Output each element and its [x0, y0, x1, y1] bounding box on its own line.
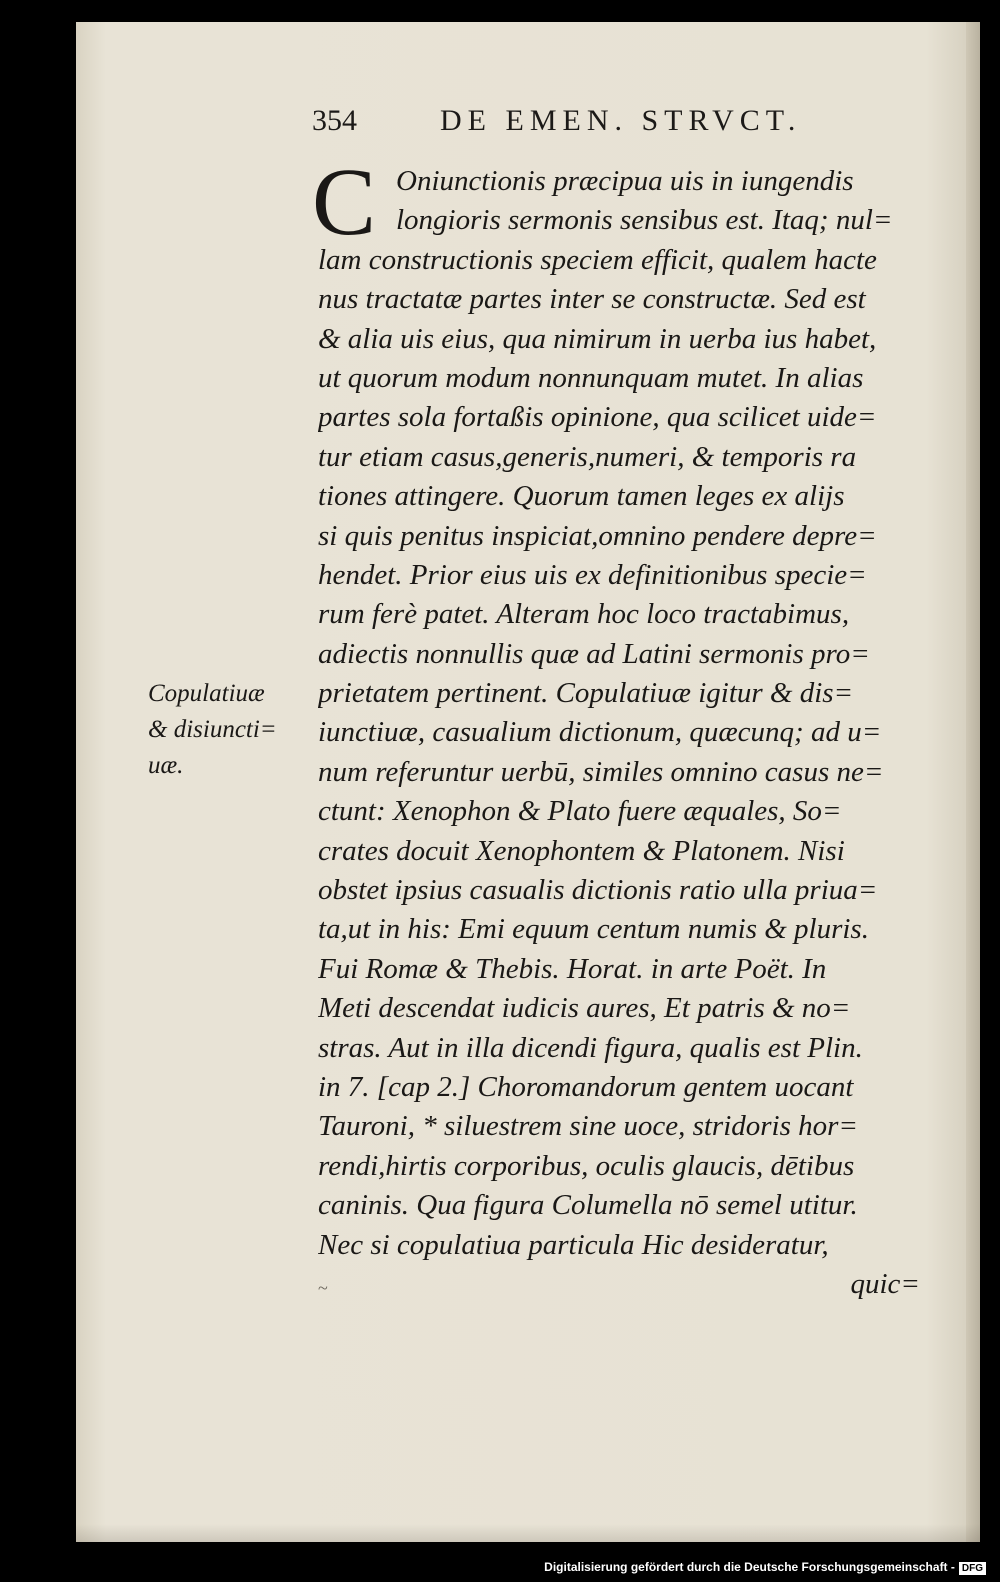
text-line: ut quorum modum nonnunquam mutet. In alias	[318, 361, 864, 394]
text-line: Meti descendat iudicis aures, Et patris & no=	[318, 992, 851, 1025]
margin-note-line: Copulatiuæ	[148, 680, 265, 707]
margin-note-line: & disiuncti=	[148, 716, 277, 743]
text-line: hendet. Prior eius uis ex definitionibus specie=	[318, 558, 867, 591]
text-line: Nec si copulatiua particula Hic desideratur,	[318, 1228, 829, 1261]
footer-text: Digitalisierung gefördert durch die Deutsche Forschungsgemeinschaft -	[544, 1560, 955, 1574]
text-line: num referuntur uerbū, similes omnino casus ne=	[318, 755, 884, 788]
text-line: nus tractatæ partes inter se constructæ. Sed est	[318, 283, 866, 316]
text-line: prietatem pertinent. Copulatiuæ igitur & dis=	[318, 677, 854, 710]
text-line: iunctiuæ, casualium dictionum, quæcunq; ad u=	[318, 716, 882, 749]
text-line: rendi,hirtis corporibus, oculis glaucis, dētibus	[318, 1149, 855, 1182]
margin-note-line: uæ.	[148, 752, 184, 779]
text-line: & alia uis eius, qua nimirum in uerba ius habet,	[318, 322, 877, 355]
page-number: 354	[312, 104, 357, 137]
running-head	[312, 104, 864, 150]
text-line: longioris sermonis sensibus est. Itaq; nul=	[396, 204, 893, 237]
text-line: Oniunctionis præcipua uis in iungendis	[396, 165, 854, 197]
dfg-logo-badge: DFG	[959, 1562, 986, 1575]
text-line: ta,ut in his: Emi equum centum numis & pluris.	[318, 913, 869, 946]
page-edge	[966, 22, 980, 1542]
text-line: Tauroni, * siluestrem sine uoce, stridoris hor=	[318, 1110, 858, 1143]
text-line: caninis. Qua figura Columella nō semel utitur.	[318, 1189, 858, 1222]
bottom-mark: ~	[318, 1278, 328, 1298]
text-line: partes sola fortaßis opinione, qua scilicet uide=	[318, 401, 877, 434]
text-line: Fui Romæ & Thebis. Horat. in arte Poët. In	[318, 952, 827, 985]
text-line: tiones attingere. Quorum tamen leges ex alijs	[318, 480, 845, 513]
drop-cap: C	[312, 148, 377, 255]
catchword: quic=	[850, 1267, 920, 1300]
text-line: stras. Aut in illa dicendi figura, qualis est Plin.	[318, 1031, 863, 1064]
text-line: in 7. [cap 2.] Choromandorum gentem uocant	[318, 1070, 854, 1103]
text-line: ctunt: Xenophon & Plato fuere æquales, So=	[318, 795, 842, 828]
digitization-footer	[544, 1560, 986, 1578]
text-line: lam constructionis speciem efficit, qualem hacte	[318, 243, 877, 276]
running-title: DE EMEN. STRVCT.	[440, 104, 802, 137]
text-line: adiectis nonnullis quæ ad Latini sermonis pro=	[318, 637, 870, 670]
text-line: si quis penitus inspiciat,omnino pendere depre=	[318, 519, 877, 552]
text-line: tur etiam casus,generis,numeri, & temporis ra	[318, 440, 857, 473]
margin-note	[148, 676, 308, 784]
text-line: obstet ipsius casualis dictionis ratio ulla priua=	[318, 874, 878, 907]
text-line: rum ferè patet. Alteram hoc loco tractabimus,	[318, 598, 850, 631]
body-text	[312, 148, 928, 1304]
text-line: crates docuit Xenophontem & Platonem. Nisi	[318, 834, 845, 867]
page-bottom-shadow	[76, 1524, 980, 1542]
